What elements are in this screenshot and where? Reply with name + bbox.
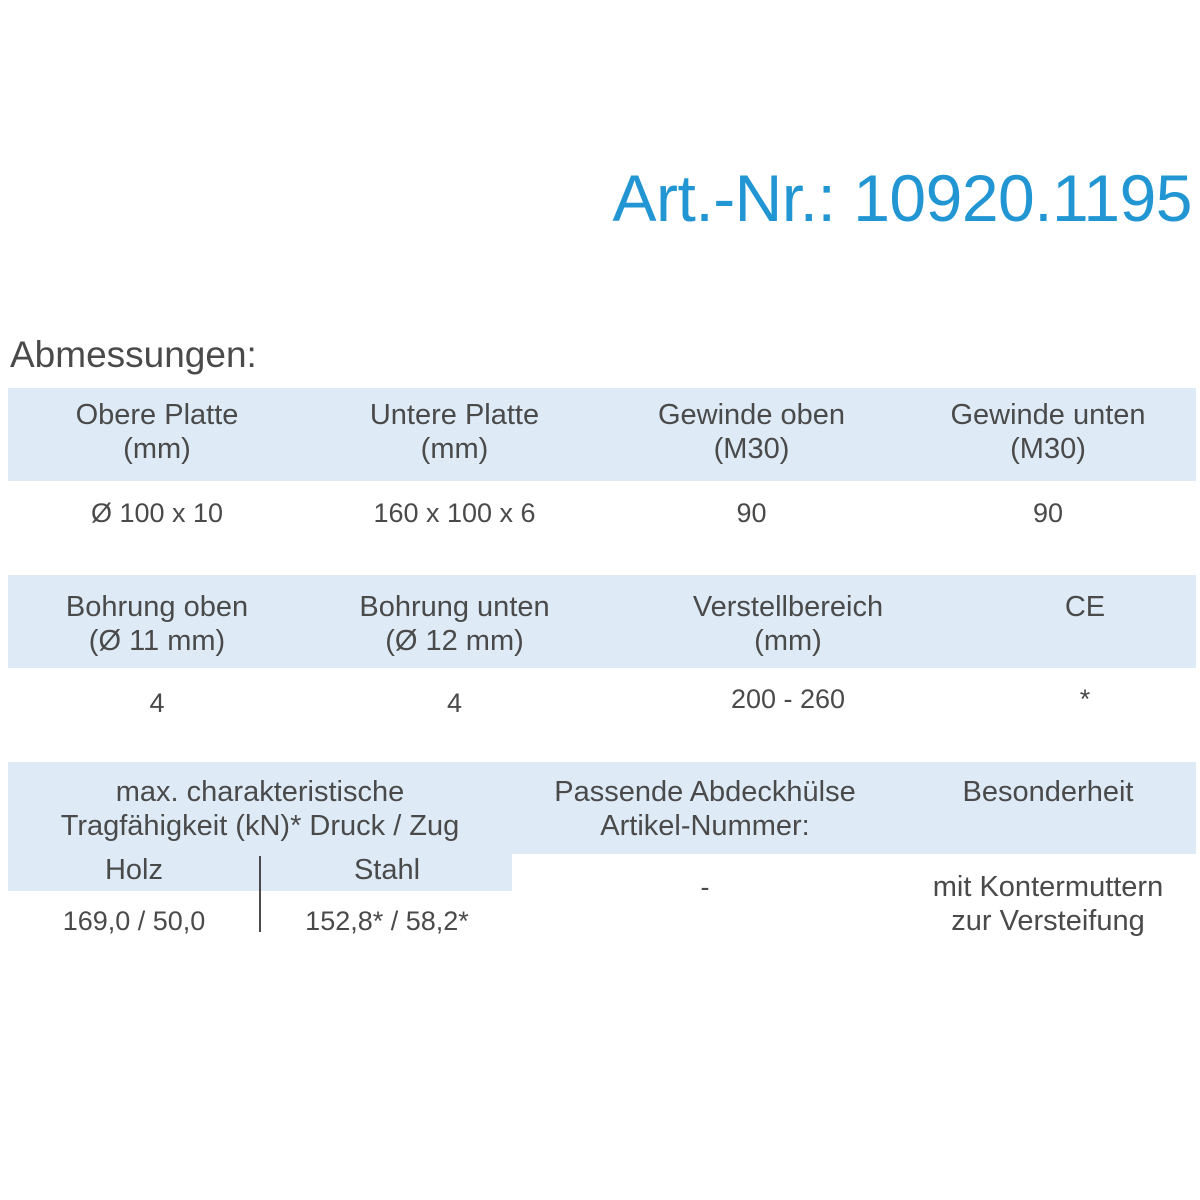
header-cover (512, 775, 898, 843)
header-line: (mm) (420, 433, 489, 465)
subheader-holz: Holz (104, 854, 163, 886)
header-line: (mm) (123, 433, 191, 465)
header-line: (M30) (1010, 433, 1086, 465)
header-line: Untere Platte (369, 399, 540, 431)
value-holz: 169,0 / 50,0 (62, 906, 206, 936)
header-line: Tragfähigkeit (kN)* Druck / Zug (60, 810, 460, 842)
header-line: max. charakteristische (115, 776, 405, 808)
header-line: Artikel-Nummer: (600, 810, 810, 842)
header-line: Bohrung unten (359, 591, 550, 623)
value-line: mit Kontermuttern (932, 871, 1164, 903)
header-line: Gewinde unten (950, 399, 1146, 431)
header-untere-platte (306, 398, 603, 466)
header-gewinde-unten (900, 398, 1196, 466)
value-verstellbereich: 200 - 260 (730, 684, 846, 714)
value-stahl: 152,8* / 58,2* (305, 906, 469, 936)
header-line: (M30) (713, 433, 790, 465)
header-bohrung-unten (306, 590, 603, 658)
header-line: Verstellbereich (692, 591, 884, 623)
section-title: Abmessungen: (10, 334, 257, 375)
header-ce (980, 590, 1190, 624)
header-line: Obere Platte (75, 399, 239, 431)
value-bohrung-unten: 4 (446, 688, 463, 718)
value-besonderheit (900, 870, 1196, 938)
header-verstellbereich (638, 590, 938, 658)
value-gewinde-unten: 90 (1032, 498, 1064, 528)
value-bohrung-oben: 4 (149, 688, 165, 718)
header-bohrung-oben (8, 590, 306, 658)
value-cover: - (700, 872, 710, 902)
value-ce: * (1079, 684, 1091, 714)
header-obere-platte (8, 398, 306, 466)
header-line: Gewinde oben (657, 399, 846, 431)
header-capacity (8, 775, 512, 843)
value-obere-platte: Ø 100 x 10 (90, 498, 224, 528)
header-line: Passende Abdeckhülse (554, 776, 856, 808)
value-untere-platte: 160 x 100 x 6 (373, 498, 536, 528)
header-line: Bohrung oben (65, 591, 249, 623)
header-line: CE (1064, 591, 1106, 623)
header-line: (Ø 12 mm) (385, 625, 524, 657)
subheader-stahl: Stahl (353, 854, 421, 886)
value-gewinde-oben: 90 (736, 498, 767, 528)
value-line: zur Versteifung (951, 905, 1145, 937)
header-line: Besonderheit (962, 776, 1134, 808)
article-number-title: Art.-Nr.: 10920.1195 (612, 161, 1192, 235)
header-besonderheit (900, 775, 1196, 809)
header-gewinde-oben (603, 398, 900, 466)
header-line: (mm) (754, 625, 822, 657)
header-line: (Ø 11 mm) (88, 625, 226, 657)
